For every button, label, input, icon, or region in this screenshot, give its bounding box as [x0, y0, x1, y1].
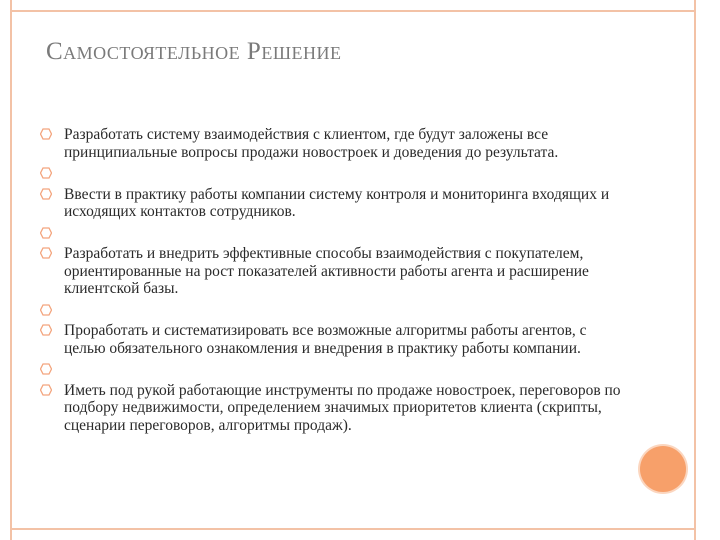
slide-title: Самостоятельное Решение — [46, 38, 342, 65]
hexagon-outline-icon — [40, 363, 52, 375]
list-item — [40, 361, 630, 379]
hexagon-outline-icon — [40, 128, 52, 140]
top-border-line — [10, 10, 696, 12]
list-item — [40, 322, 630, 357]
hexagon-outline-icon — [40, 324, 52, 336]
right-border-line — [694, 0, 696, 540]
list-item-text: Разработать систему взаимодействия с клиентом, где будут заложены все принципиальные вопросы продажи новостроек и доведения до результата. — [64, 126, 559, 161]
list-item-text: Ввести в практику работы компании систему контроля и мониторинга входящих и исходящих контактов сотрудников. — [64, 185, 610, 220]
bottom-border-line — [10, 528, 696, 530]
list-item — [40, 245, 630, 298]
hexagon-outline-icon — [40, 167, 52, 179]
list-item-text: Разработать и внедрить эффективные способы взаимодействия с покупателем, ориентированные на рост показателей активности работы агента и расширение клиентской базы. — [64, 245, 589, 297]
hexagon-outline-icon — [40, 384, 52, 396]
list-item — [40, 225, 630, 243]
list-item — [40, 382, 630, 435]
list-item-text: Иметь под рукой работающие инструменты по продаже новостроек, переговоров по подбору недвижимости, определением значимых приоритетов клиента (скрипты, сценарии переговоров, алгоритмы продаж). — [64, 381, 621, 434]
list-item — [40, 126, 630, 161]
hexagon-outline-icon — [40, 304, 52, 316]
list-item — [40, 186, 630, 221]
list-item-text: Проработать и систематизировать все возможные алгоритмы работы агентов, с целью обязательного ознакомления и внедрения в практику работы компании. — [64, 322, 587, 357]
list-item — [40, 165, 630, 183]
hexagon-outline-icon — [40, 227, 52, 239]
bullet-list — [40, 126, 630, 436]
decorative-circle — [640, 446, 686, 492]
list-item — [40, 302, 630, 320]
hexagon-outline-icon — [40, 247, 52, 259]
left-border-line — [10, 0, 12, 540]
hexagon-outline-icon — [40, 188, 52, 200]
